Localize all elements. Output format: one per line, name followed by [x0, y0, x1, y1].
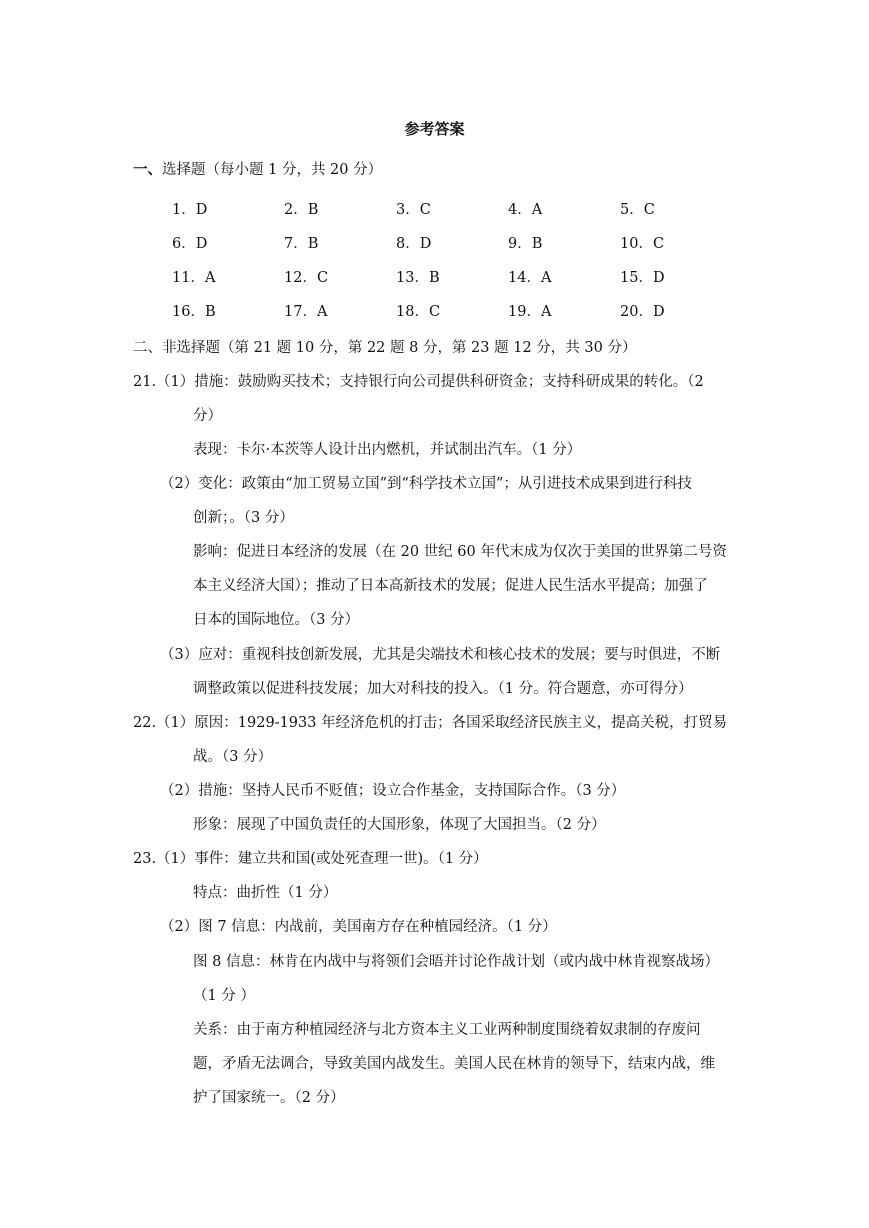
q21-part2-line: 日本的国际地位。（3 分）	[193, 612, 360, 628]
answer-item: 13．B	[396, 270, 440, 286]
q21-part2-line: （2）变化：政策由“加工贸易立国”到“科学技术立国”；从引进技术成果到进行科技	[160, 476, 692, 492]
answer-item: 10．C	[620, 236, 665, 252]
answer-item: 18．C	[396, 304, 441, 320]
answer-item: 15．D	[620, 270, 665, 286]
q21-part3-line: （3）应对：重视科技创新发展，尤其是尖端技术和核心技术的发展；要与时俱进，不断	[160, 647, 721, 663]
q22-part1-line: 22.（1）原因：1929-1933 年经济危机的打击；各国采取经济民族主义，提高关税，打贸易	[133, 715, 728, 731]
answer-item: 12．C	[284, 270, 329, 286]
answer-item: 3．C	[396, 202, 431, 218]
answer-item: 16．B	[172, 304, 216, 320]
q23-part1-line: 特点：曲折性（1 分）	[193, 885, 338, 901]
section1-number: 一、	[133, 162, 162, 178]
q23-part2-line: 关系：由于南方种植园经济与北方资本主义工业两种制度围绕着奴隶制的存废问	[193, 1022, 701, 1038]
page-title: 参考答案	[404, 120, 465, 138]
q21-part3-line: 调整政策以促进科技发展；加大对科技的投入。（1 分。符合题意，亦可得分）	[193, 681, 693, 697]
answer-item: 4．A	[508, 202, 543, 218]
q21-part2-line: 创新；。（3 分）	[193, 510, 294, 526]
q22-part1-line: 战。（3 分）	[193, 749, 273, 765]
answer-item: 8．D	[396, 236, 432, 252]
section1-heading	[133, 160, 382, 180]
q22-part2-line: 形象：展现了中国负责任的大国形象，体现了大国担当。（2 分）	[193, 817, 606, 833]
answer-item: 9．B	[508, 236, 543, 252]
q23-part2-line: 题，矛盾无法调合，导致美国内战发生。美国人民在林肯的领导下，结束内战，维	[193, 1056, 715, 1072]
answer-item: 14．A	[508, 270, 552, 286]
answer-item: 1．D	[172, 202, 208, 218]
answer-item: 17．A	[284, 304, 328, 320]
section2-heading: 二、非选择题（第 21 题 10 分，第 22 题 8 分，第 23 题 12 分，共 30 分）	[133, 340, 637, 356]
q21-part1-line: 分）	[193, 408, 222, 424]
answer-item: 11．A	[172, 270, 216, 286]
answer-item: 20．D	[620, 304, 665, 320]
q21-part2-line: 影响：促进日本经济的发展（在 20 世纪 60 年代末成为仅次于美国的世界第二号资	[193, 544, 727, 560]
q23-part2-line: （1 分 ）	[193, 988, 255, 1004]
answer-item: 5．C	[620, 202, 655, 218]
answer-item: 19．A	[508, 304, 552, 320]
q21-part2-line: 本主义经济大国）；推动了日本高新技术的发展；促进人民生活水平提高；加强了	[193, 578, 708, 594]
q23-part2-line: 图 8 信息：林肯在内战中与将领们会晤并讨论作战计划（或内战中林肯视察战场）	[193, 954, 719, 970]
q21-part1-line: 21.（1）措施：鼓励购买技术；支持银行向公司提供科研资金；支持科研成果的转化。（2	[133, 374, 704, 390]
answer-item: 7．B	[284, 236, 319, 252]
q22-part2-line: （2）措施：坚持人民币不贬值；设立合作基金，支持国际合作。（3 分）	[160, 783, 626, 799]
q21-part1-line: 表现：卡尔·本茨等人设计出内燃机，并试制出汽车。（1 分）	[193, 442, 582, 458]
section1-label: 选择题（每小题 1 分，共 20 分）	[162, 162, 383, 178]
choice-answer-grid	[172, 200, 732, 322]
q23-part2-line: 护了国家统一。（2 分）	[193, 1090, 345, 1106]
answer-item: 2．B	[284, 202, 319, 218]
q23-part2-line: （2）图 7 信息：内战前，美国南方存在种植园经济。（1 分）	[160, 919, 557, 935]
answer-item: 6．D	[172, 236, 208, 252]
q23-part1-line: 23.（1）事件：建立共和国(或处死查理一世)。（1 分）	[133, 851, 488, 867]
